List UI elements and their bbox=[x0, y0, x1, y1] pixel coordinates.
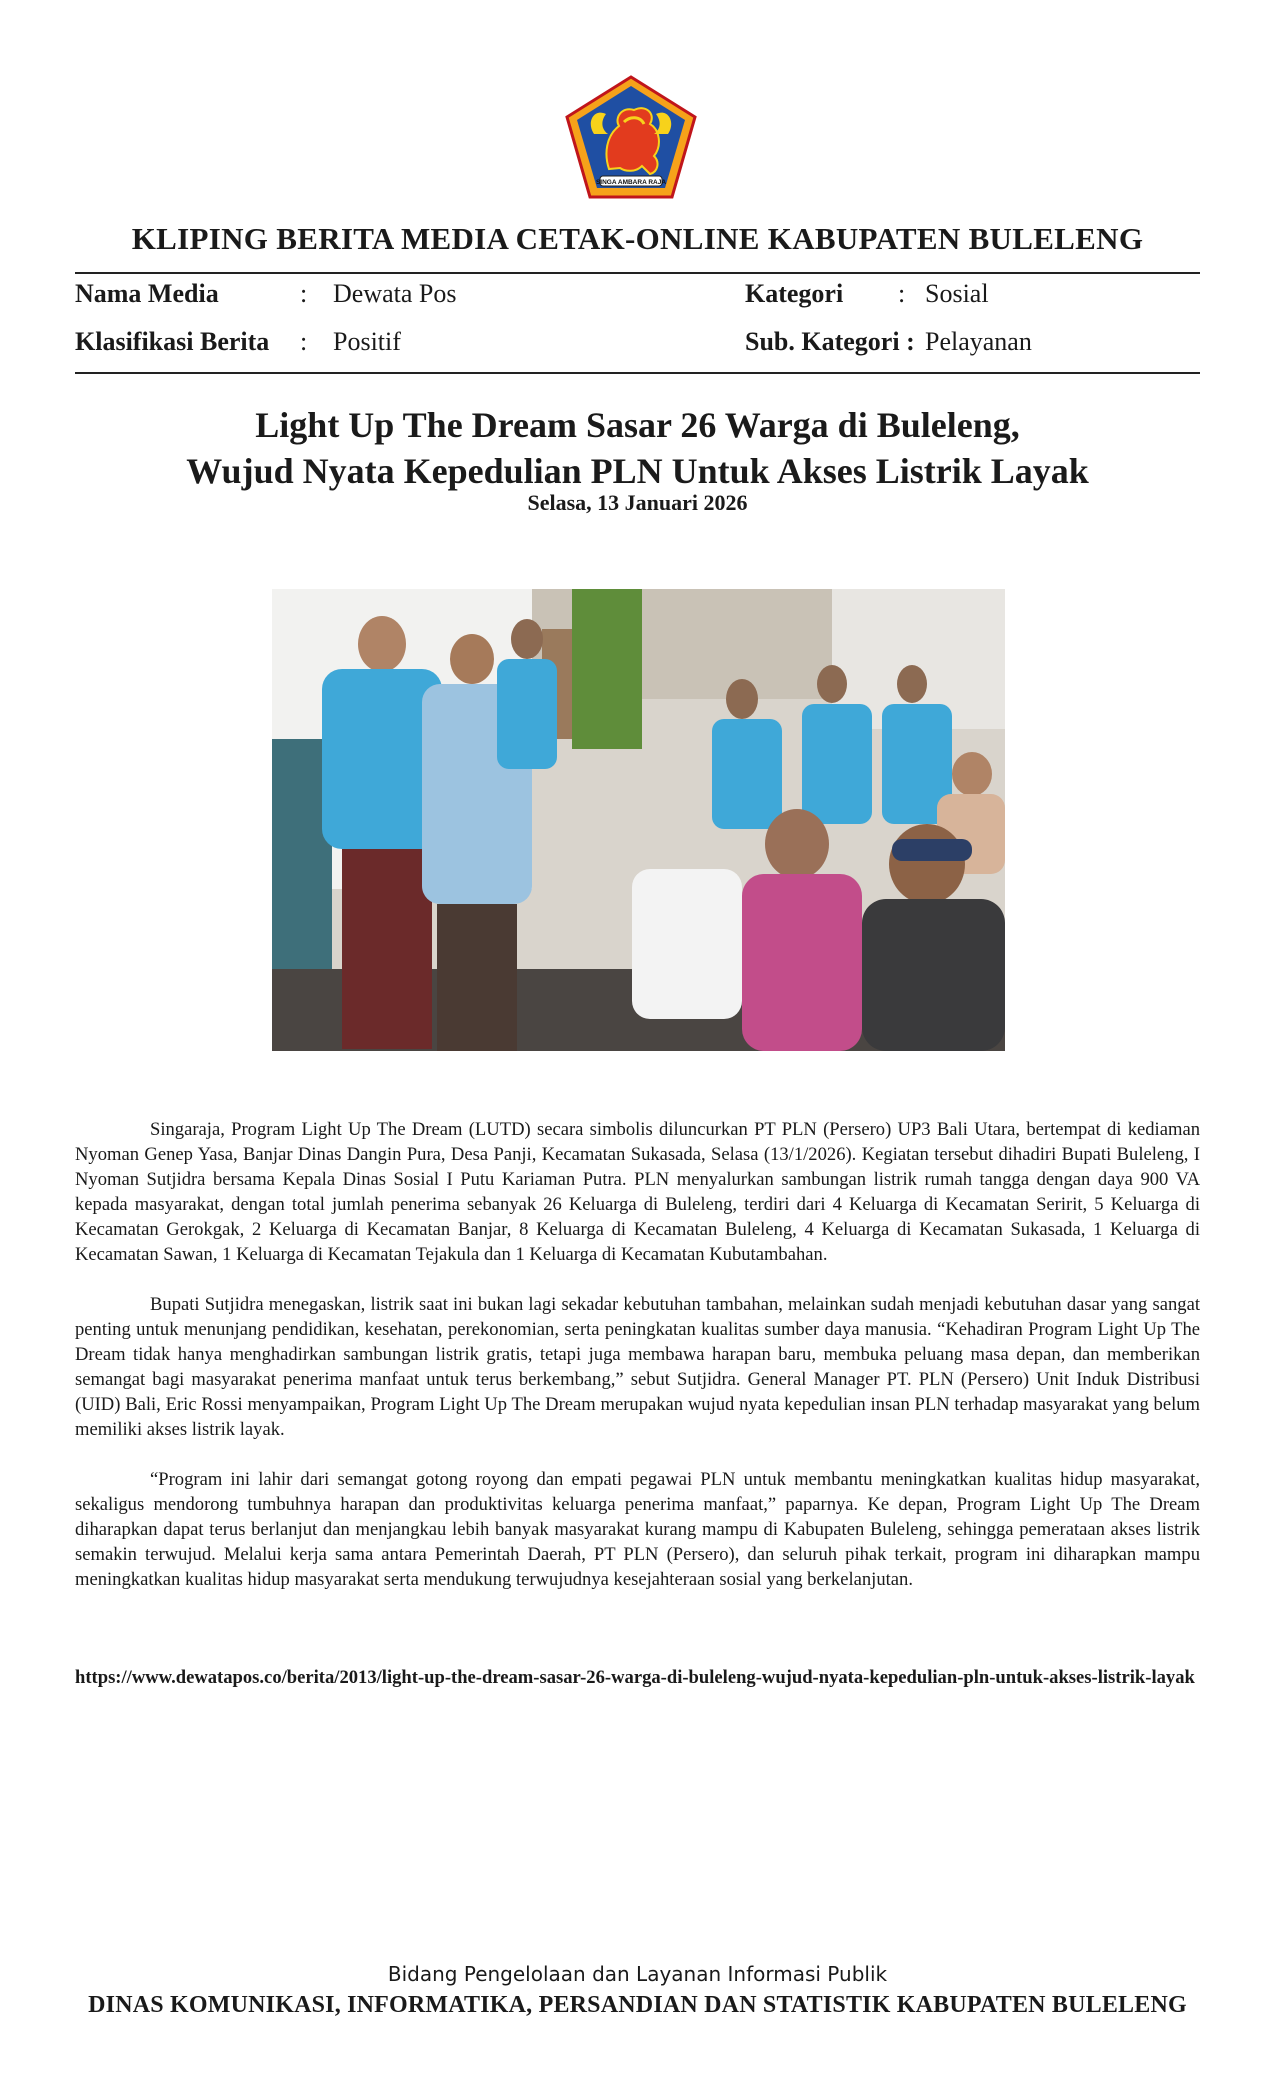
article-headline bbox=[0, 402, 1275, 494]
media-label: Nama Media bbox=[75, 279, 219, 308]
emblem-motto: SINGA AMBARA RAJA bbox=[595, 179, 667, 186]
headline-line-2: Wujud Nyata Kepedulian PLN Untuk Akses Listrik Layak bbox=[186, 451, 1089, 491]
kategori-label: Kategori bbox=[745, 279, 844, 308]
source-url[interactable]: https://www.dewatapos.co/berita/2013/light-up-the-dream-sasar-26-warga-di-buleleng-wujud-nyata-kepedulian-pln-untuk-akses-listrik-layak bbox=[75, 1667, 1195, 1688]
klasifikasi-separator: : bbox=[300, 327, 308, 356]
media-separator: : bbox=[300, 279, 308, 308]
sub-kategori-label: Sub. Kategori : bbox=[745, 327, 915, 356]
clipping-title: KLIPING BERITA MEDIA CETAK-ONLINE KABUPATEN BULELENG bbox=[131, 221, 1144, 256]
headline-line-1: Light Up The Dream Sasar 26 Warga di Buleleng, bbox=[255, 405, 1020, 445]
meta-divider bbox=[75, 372, 1200, 374]
klasifikasi-label: Klasifikasi Berita bbox=[75, 327, 270, 356]
article-body bbox=[75, 1117, 1200, 1617]
kategori-separator: : bbox=[898, 279, 906, 308]
kategori-value: Sosial bbox=[925, 279, 989, 308]
top-divider bbox=[75, 272, 1200, 274]
sub-kategori-value: Pelayanan bbox=[925, 327, 1032, 356]
media-row bbox=[75, 279, 219, 309]
footer-agency: DINAS KOMUNIKASI, INFORMATIKA, PERSANDIAN DAN STATISTIK KABUPATEN BULELENG bbox=[88, 1992, 1187, 2018]
article-paragraph-1: Singaraja, Program Light Up The Dream (LUTD) secara simbolis diluncurkan PT PLN (Persero) UP3 Bali Utara, bertempat di kediaman Nyoman Genep Yasa, Banjar Dinas Dangin Pura, Desa Panji, Kecamatan Sukasada, Selasa (13/1/2026). Kegiatan tersebut dihadiri Bupati Buleleng, I Nyoman Sutjidra bersama Kepala Dinas Sosial I Putu Kariaman Putra. PLN menyalurkan sambungan listrik rumah tangga dengan daya 900 VA kepada masyarakat, dengan total jumlah penerima sebanyak 26 Keluarga di Buleleng, terdiri dari 4 Keluarga di Kecamatan Seririt, 5 Keluarga di Kecamatan Gerokgak, 2 Keluarga di Kecamatan Banjar, 8 Keluarga di Kecamatan Buleleng, 4 Keluarga di Kecamatan Sukasada, 1 Keluarga di Kecamatan Sawan, 1 Keluarga di Kecamatan Tejakula dan 1 Keluarga di Kecamatan Kubutambahan. bbox=[75, 1119, 1200, 1265]
article-paragraph-2: Bupati Sutjidra menegaskan, listrik saat ini bukan lagi sekadar kebutuhan tambahan, melainkan sudah menjadi kebutuhan dasar yang sangat penting untuk menunjang pendidikan, kesehatan, perekonomian, serta peningkatan kualitas sumber daya manusia. “Kehadiran Program Light Up The Dream tidak hanya menghadirkan sambungan listrik gratis, tetapi juga membawa harapan baru, membuka peluang masa depan, dan memberikan semangat bagi masyarakat penerima manfaat untuk terus berkembang,” sebut Sutjidra. General Manager PT. PLN (Persero) Unit Induk Distribusi (UID) Bali, Eric Rossi menyampaikan, Program Light Up The Dream merupakan wujud nyata kepedulian insan PLN terhadap masyarakat yang belum memiliki akses listrik layak. bbox=[75, 1294, 1200, 1440]
klasifikasi-value: Positif bbox=[333, 327, 401, 356]
media-value: Dewata Pos bbox=[333, 279, 457, 308]
article-date: Selasa, 13 Januari 2026 bbox=[527, 490, 748, 515]
article-paragraph-3: “Program ini lahir dari semangat gotong royong dan empati pegawai PLN untuk membantu meningkatkan kualitas hidup masyarakat, sekaligus mendorong tumbuhnya harapan dan produktivitas keluarga penerima manfaat,” paparnya. Ke depan, Program Light Up The Dream diharapkan dapat terus berlanjut dan menjangkau lebih banyak masyarakat kurang mampu di Kabupaten Buleleng, sehingga pemerataan akses listrik semakin terwujud. Melalui kerja sama antara Pemerintah Daerah, PT PLN (Persero), dan seluruh pihak terkait, program ini diharapkan mampu meningkatkan kualitas hidup masyarakat serta mendukung terwujudnya kesejahteraan sosial yang berkelanjutan. bbox=[75, 1469, 1200, 1590]
article-photo bbox=[272, 589, 1005, 1051]
footer-department: Bidang Pengelolaan dan Layanan Informasi Publik bbox=[387, 1962, 888, 1986]
singa-ambara-raja-emblem-icon bbox=[564, 74, 698, 200]
